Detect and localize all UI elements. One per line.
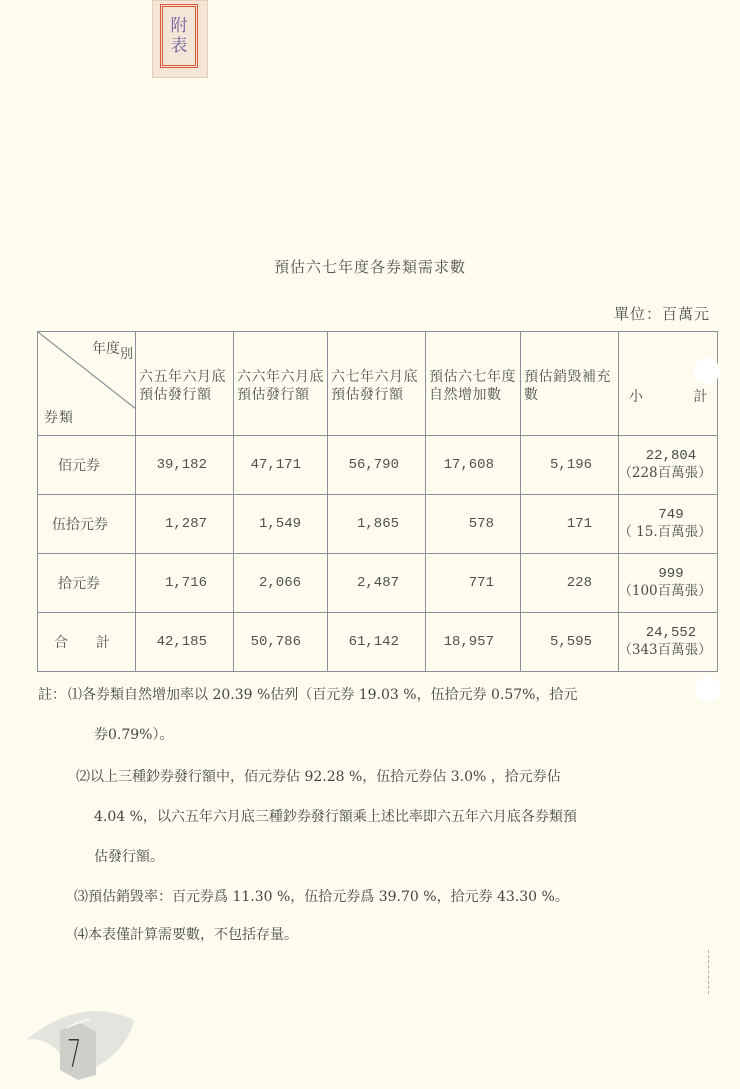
row-label: 佰元券 — [38, 436, 136, 495]
note-1-line-1: ⑴各券類自然增加率以 20.39 %估列（百元券 19.03 %，伍拾元券 0.57%，拾元 — [68, 687, 578, 703]
note-4: ⑷本表僅計算需要數，不包括存量。 — [74, 927, 298, 943]
row-label: 伍拾元券 — [38, 495, 136, 554]
subtotal-cell: 22,804 （228百萬張） — [619, 436, 718, 495]
table-row — [38, 554, 718, 613]
subtotal-cell: 749 （ 15.百萬張） — [619, 495, 718, 554]
margin-mark — [708, 950, 710, 994]
cell-value: 18,957 — [426, 613, 521, 672]
stamp-char-2: 表 — [170, 36, 188, 56]
page-title: 預估六七年度各券類需求數 — [273, 258, 466, 276]
cell-value: 61,142 — [328, 613, 426, 672]
cell-value: 2,066 — [234, 554, 328, 613]
type-header: 券類 — [44, 410, 74, 426]
cell-value: 39,182 — [136, 436, 234, 495]
table-row — [38, 495, 718, 554]
note-2-line-3: 估發行額。 — [94, 849, 164, 865]
punch-hole — [694, 358, 720, 384]
cell-value: 228 — [521, 554, 619, 613]
cell-value: 2,487 — [328, 554, 426, 613]
cell-value: 56,790 — [328, 436, 426, 495]
col-header-subtotal: 小 計 — [619, 332, 718, 436]
col-header-replacement: 預估銷毀補充數 — [521, 332, 619, 436]
row-label: 拾元券 — [38, 554, 136, 613]
stamp-char-1: 附 — [170, 16, 188, 36]
col-header-65: 六五年六月底預估發行額 — [136, 332, 234, 436]
stamp-frame — [160, 4, 198, 68]
table-row-total — [38, 613, 718, 672]
punch-hole — [695, 676, 721, 702]
notes-prefix: 註： — [38, 687, 66, 703]
cell-value: 5,196 — [521, 436, 619, 495]
cell-value: 171 — [521, 495, 619, 554]
cell-value: 5,595 — [521, 613, 619, 672]
subtotal-cell: 24,552 （343百萬張） — [619, 613, 718, 672]
col-header-natural-increase: 預估六七年度自然增加數 — [426, 332, 521, 436]
page-number: 7 — [66, 1032, 82, 1076]
cell-value: 47,171 — [234, 436, 328, 495]
cell-value: 1,865 — [328, 495, 426, 554]
subtotal-cell: 999 （100百萬張） — [619, 554, 718, 613]
table-header-row — [38, 332, 718, 436]
cell-value: 1,716 — [136, 554, 234, 613]
cell-value: 1,287 — [136, 495, 234, 554]
year-header: 年度別 — [91, 341, 133, 362]
unit-label: 單位：百萬元 — [613, 305, 710, 323]
cell-value: 50,786 — [234, 613, 328, 672]
note-2-line-1: ⑵以上三種鈔券發行額中，佰元券佔 92.28 %，伍拾元券佔 3.0% ，拾元券佔 — [76, 769, 561, 785]
col-header-67: 六七年六月底預估發行額 — [328, 332, 426, 436]
table-row — [38, 436, 718, 495]
note-2-line-2: 4.04 %，以六五年六月底三種鈔券發行額乘上述比率即六五年六月底各券類預 — [94, 809, 577, 825]
row-label-total: 合 計 — [38, 613, 136, 672]
cell-value: 771 — [426, 554, 521, 613]
cell-value: 1,549 — [234, 495, 328, 554]
note-3: ⑶預估銷毀率：百元券爲 11.30 %，伍拾元券爲 39.70 %，拾元券 43.30 %。 — [74, 889, 569, 905]
demand-table — [37, 331, 718, 672]
cell-value: 42,185 — [136, 613, 234, 672]
note-1-line-2: 券0.79%）。 — [94, 727, 174, 743]
cell-value: 578 — [426, 495, 521, 554]
col-header-66: 六六年六月底預估發行額 — [234, 332, 328, 436]
corner-header-cell — [38, 332, 136, 436]
archive-stamp — [152, 0, 208, 78]
cell-value: 17,608 — [426, 436, 521, 495]
